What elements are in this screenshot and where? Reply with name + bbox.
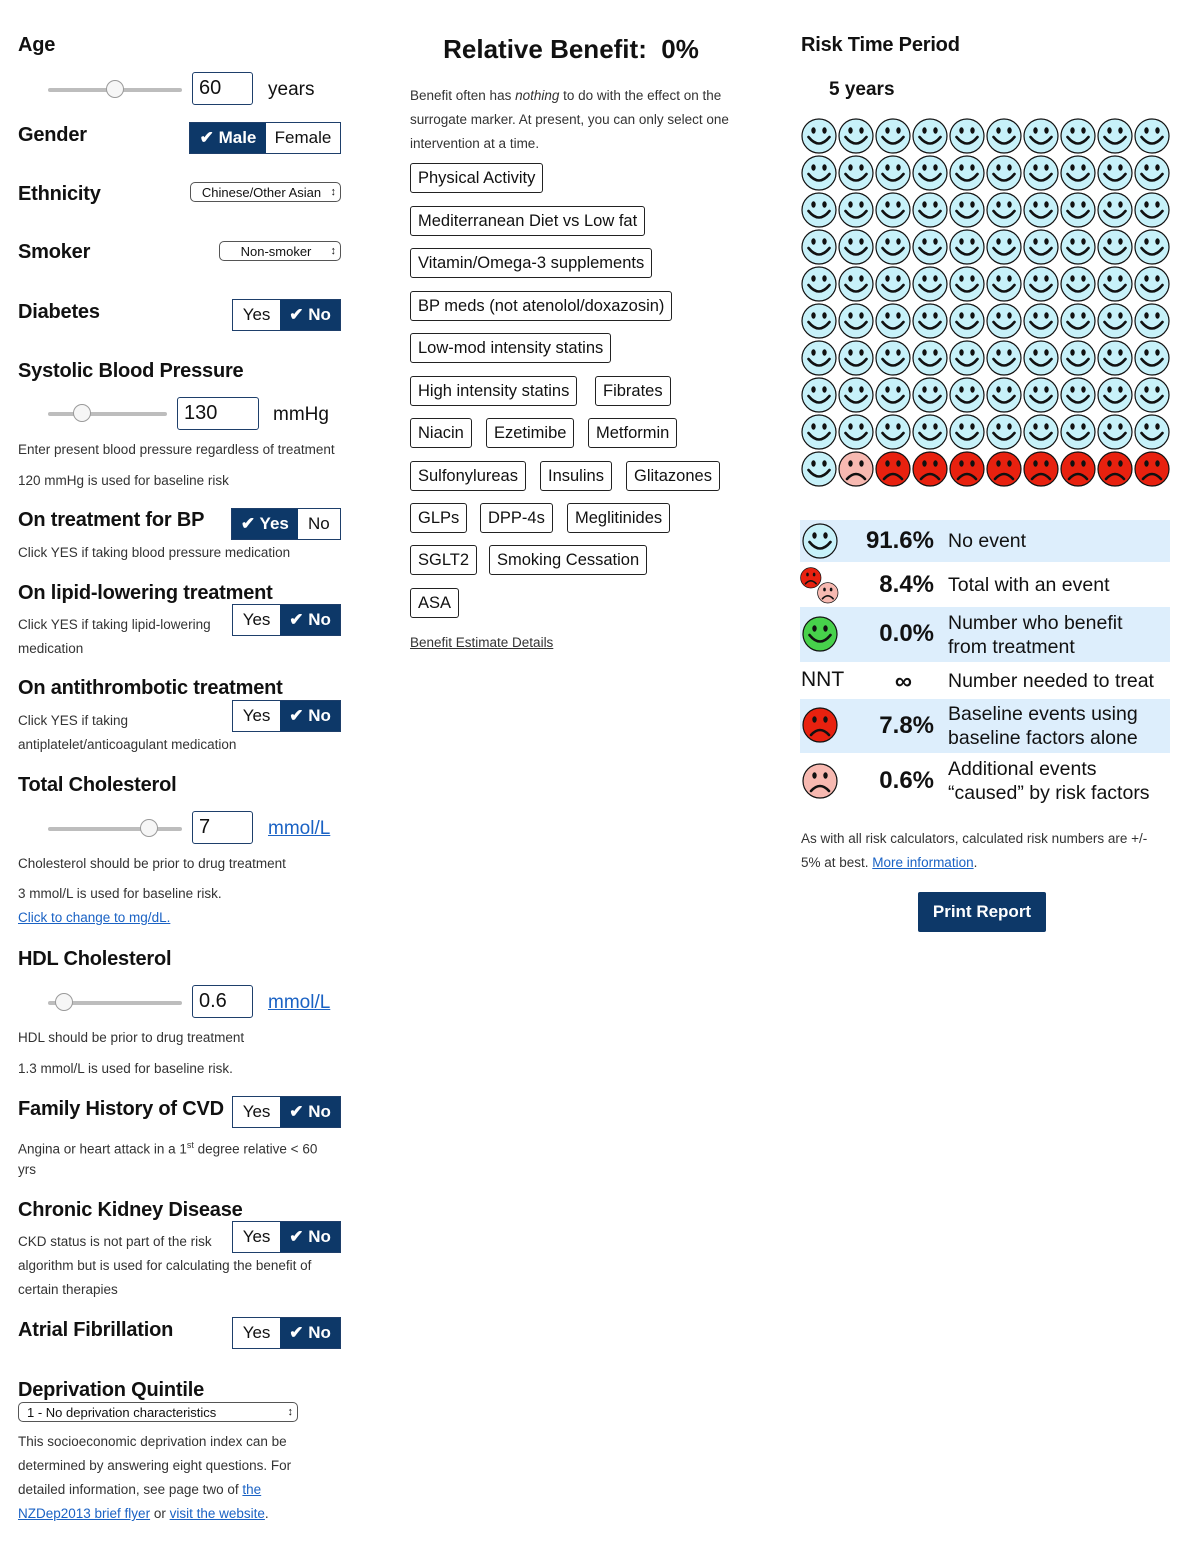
grid-baseline-event-face-icon (949, 451, 985, 487)
gender-toggle[interactable] (189, 122, 341, 154)
grid-happy-face-icon (1060, 155, 1096, 191)
hdl-baseline-note: 1.3 mmol/L is used for baseline risk. (18, 1061, 233, 1076)
af-no-button[interactable]: ✔ No (280, 1318, 340, 1348)
grid-happy-face-icon (875, 192, 911, 228)
risk-period-value: 5 years (829, 79, 895, 100)
grid-happy-face-icon (801, 229, 837, 265)
family-history-toggle[interactable] (232, 1096, 341, 1128)
grid-happy-face-icon (838, 192, 874, 228)
grid-happy-face-icon (1023, 229, 1059, 265)
grid-happy-face-icon (949, 303, 985, 339)
sad-face-pink-icon (802, 763, 838, 799)
total-cholesterol-label: Total Cholesterol (18, 774, 177, 796)
hdl-slider[interactable] (48, 1001, 182, 1005)
relative-benefit-title: Relative Benefit: 0% (443, 34, 699, 64)
smoker-label: Smoker (18, 241, 91, 263)
lipid-note-2: medication (18, 641, 84, 656)
grid-happy-face-icon (1060, 414, 1096, 450)
diabetes-toggle[interactable] (232, 299, 341, 331)
sbp-note: Enter present blood pressure regardless of treatment (18, 442, 335, 457)
age-input[interactable]: 60 (192, 72, 253, 105)
grid-baseline-event-face-icon (1060, 451, 1096, 487)
bp-treatment-no-button[interactable]: No (298, 509, 340, 539)
nnt-value: ∞ (894, 668, 912, 695)
grid-happy-face-icon (1097, 118, 1133, 154)
hdl-note: HDL should be prior to drug treatment (18, 1030, 245, 1045)
grid-happy-face-icon (912, 303, 948, 339)
grid-happy-face-icon (1097, 414, 1133, 450)
family-history-note: Angina or heart attack in a 1st degree relative < 60 (18, 1140, 318, 1157)
disclaimer-2: 5% at best. More information. (801, 855, 978, 870)
grid-happy-face-icon (875, 229, 911, 265)
grid-happy-face-icon (1134, 229, 1170, 265)
grid-happy-face-icon (986, 303, 1022, 339)
total-cholesterol-baseline-note: 3 mmol/L is used for baseline risk. (18, 886, 222, 901)
grid-happy-face-icon (1023, 414, 1059, 450)
grid-happy-face-icon (986, 118, 1022, 154)
grid-happy-face-icon (801, 414, 837, 450)
flyer-link-2[interactable]: NZDep2013 brief flyer (18, 1506, 151, 1521)
family-history-no-button[interactable]: ✔ No (280, 1097, 340, 1127)
grid-happy-face-icon (1134, 155, 1170, 191)
ethnicity-select[interactable]: Chinese/Other Asian ↕ (190, 182, 341, 202)
flyer-link[interactable]: the (242, 1482, 262, 1497)
intervention-mediterranean-diet-button[interactable]: Mediterranean Diet vs Low fat (410, 206, 645, 236)
grid-happy-face-icon (912, 377, 948, 413)
sbp-baseline-note: 120 mmHg is used for baseline risk (18, 473, 229, 488)
grid-happy-face-icon (838, 266, 874, 302)
af-label: Atrial Fibrillation (18, 1319, 174, 1341)
grid-happy-face-icon (949, 229, 985, 265)
grid-happy-face-icon (949, 266, 985, 302)
no-event-value: 91.6% (865, 527, 934, 554)
grid-happy-face-icon (838, 303, 874, 339)
sbp-unit: mmHg (273, 404, 329, 425)
grid-baseline-event-face-icon (1023, 451, 1059, 487)
risk-period-title: Risk Time Period (801, 34, 960, 56)
total-cholesterol-slider[interactable] (48, 827, 182, 831)
grid-happy-face-icon (1060, 229, 1096, 265)
bp-treatment-note: Click YES if taking blood pressure medication (18, 545, 291, 560)
intervention-dpp4s-button[interactable]: DPP-4s (480, 503, 553, 533)
grid-happy-face-icon (801, 377, 837, 413)
grid-happy-face-icon (1023, 118, 1059, 154)
intervention-insulins-button[interactable]: Insulins (540, 461, 612, 491)
grid-additional-event-face-icon (838, 451, 874, 487)
grid-happy-face-icon (875, 414, 911, 450)
intervention-asa-button[interactable]: ASA (410, 588, 459, 618)
grid-happy-face-icon (1097, 266, 1133, 302)
grid-happy-face-icon (986, 229, 1022, 265)
grid-happy-face-icon (1134, 340, 1170, 376)
grid-happy-face-icon (801, 155, 837, 191)
intervention-vitamin-omega3-button[interactable]: Vitamin/Omega-3 supplements (410, 248, 652, 278)
family-history-yes-button[interactable]: Yes (233, 1097, 280, 1127)
age-label: Age (18, 34, 56, 56)
intervention-low-mod-statins-button[interactable]: Low-mod intensity statins (410, 333, 611, 363)
intervention-high-statins-button[interactable]: High intensity statins (410, 376, 577, 406)
antithrombotic-yes-button[interactable]: Yes (233, 701, 280, 731)
family-history-note-2: yrs (18, 1162, 36, 1177)
grid-happy-face-icon (1134, 377, 1170, 413)
grid-happy-face-icon (838, 377, 874, 413)
grid-happy-face-icon (1023, 340, 1059, 376)
sad-face-icon (802, 707, 838, 743)
grid-happy-face-icon (1097, 229, 1133, 265)
grid-happy-face-icon (912, 192, 948, 228)
smoker-select[interactable]: Non-smoker ↕ (219, 241, 341, 261)
grid-happy-face-icon (912, 155, 948, 191)
diabetes-label: Diabetes (18, 301, 100, 323)
grid-happy-face-icon (912, 118, 948, 154)
grid-happy-face-icon (1023, 303, 1059, 339)
print-report-button[interactable]: Print Report (918, 892, 1046, 932)
grid-happy-face-icon (838, 229, 874, 265)
grid-happy-face-icon (912, 340, 948, 376)
grid-happy-face-icon (986, 155, 1022, 191)
grid-happy-face-icon (986, 414, 1022, 450)
grid-happy-face-icon (875, 377, 911, 413)
af-toggle[interactable] (232, 1317, 341, 1349)
ethnicity-label: Ethnicity (18, 183, 101, 205)
diabetes-no-button[interactable]: ✔ No (280, 300, 340, 330)
grid-happy-face-icon (1097, 303, 1133, 339)
intervention-metformin-button[interactable]: Metformin (588, 418, 677, 448)
happy-face-icon (802, 523, 838, 559)
grid-happy-face-icon (801, 451, 837, 487)
grid-happy-face-icon (875, 340, 911, 376)
total-cholesterol-input[interactable]: 7 (192, 811, 253, 844)
family-history-label: Family History of CVD (18, 1098, 224, 1120)
grid-happy-face-icon (1023, 377, 1059, 413)
grid-happy-face-icon (1097, 192, 1133, 228)
grid-happy-face-icon (912, 266, 948, 302)
bp-treatment-yes-button[interactable]: ✔ Yes (232, 509, 298, 539)
grid-happy-face-icon (949, 118, 985, 154)
sbp-slider[interactable] (48, 412, 167, 416)
grid-happy-face-icon (1097, 340, 1133, 376)
sbp-input[interactable]: 130 (177, 397, 259, 430)
ckd-note-2: algorithm but is used for calculating the benefit of (18, 1258, 312, 1273)
hdl-unit-link[interactable]: mmol/L (268, 992, 331, 1013)
baseline-label: Baseline events using baseline factors alone (948, 703, 1138, 749)
grid-happy-face-icon (838, 340, 874, 376)
bp-treatment-toggle[interactable] (231, 508, 341, 540)
ckd-toggle[interactable] (232, 1221, 341, 1253)
grid-happy-face-icon (1134, 303, 1170, 339)
sbp-label: Systolic Blood Pressure (18, 360, 244, 382)
grid-happy-face-icon (949, 340, 985, 376)
grid-baseline-event-face-icon (1097, 451, 1133, 487)
grid-happy-face-icon (1060, 266, 1096, 302)
ckd-yes-button[interactable]: Yes (233, 1222, 280, 1252)
gender-label: Gender (18, 124, 87, 146)
intervention-smoking-cessation-button[interactable]: Smoking Cessation (489, 545, 647, 575)
diabetes-yes-button[interactable]: Yes (233, 300, 280, 330)
age-unit: years (268, 79, 315, 100)
grid-happy-face-icon (986, 192, 1022, 228)
deprivation-note: This socioeconomic deprivation index can be (18, 1434, 287, 1449)
grid-happy-face-icon (1097, 155, 1133, 191)
total-cholesterol-unit-link[interactable]: mmol/L (268, 818, 331, 839)
intervention-glps-button[interactable]: GLPs (410, 503, 467, 533)
baseline-value: 7.8% (879, 712, 934, 739)
bp-treatment-label: On treatment for BP (18, 509, 205, 531)
grid-happy-face-icon (1060, 303, 1096, 339)
lipid-note: Click YES if taking lipid-lowering (18, 617, 211, 632)
double-sad-face-icon (800, 567, 840, 605)
grid-happy-face-icon (1097, 377, 1133, 413)
hdl-input[interactable]: 0.6 (192, 985, 253, 1018)
lipid-no-button[interactable]: ✔ No (280, 605, 340, 635)
intervention-bp-meds-button[interactable]: BP meds (not atenolol/doxazosin) (410, 291, 672, 321)
grid-happy-face-icon (801, 192, 837, 228)
more-info-link[interactable]: More information (872, 855, 974, 870)
grid-happy-face-icon (1060, 377, 1096, 413)
grid-happy-face-icon (949, 414, 985, 450)
additional-value: 0.6% (879, 767, 934, 794)
grid-happy-face-icon (986, 266, 1022, 302)
intervention-glitazones-button[interactable]: Glitazones (626, 461, 720, 491)
benefit-value: 0.0% (879, 620, 934, 647)
benefit-desc-3: intervention at a time. (410, 136, 540, 151)
antithrombotic-toggle[interactable] (232, 700, 341, 732)
total-event-value: 8.4% (879, 571, 934, 598)
total-cholesterol-note: Cholesterol should be prior to drug treatment (18, 856, 286, 871)
nnt-label: Number needed to treat (948, 670, 1154, 692)
grid-happy-face-icon (986, 340, 1022, 376)
intervention-ezetimibe-button[interactable]: Ezetimibe (486, 418, 574, 448)
benefit-desc-2: surrogate marker. At present, you can only select one (410, 112, 729, 127)
disclaimer: As with all risk calculators, calculated risk numbers are +/- (801, 831, 1148, 846)
additional-label: Additional events “caused” by risk factors (948, 758, 1150, 804)
grid-happy-face-icon (949, 155, 985, 191)
grid-happy-face-icon (875, 303, 911, 339)
ckd-no-button[interactable]: ✔ No (280, 1222, 340, 1252)
benefit-label: Number who benefit from treatment (948, 612, 1123, 658)
grid-happy-face-icon (875, 118, 911, 154)
antithrombotic-note-2: antiplatelet/anticoagulant medication (18, 737, 237, 752)
grid-happy-face-icon (801, 303, 837, 339)
antithrombotic-label: On antithrombotic treatment (18, 677, 283, 699)
grid-happy-face-icon (949, 192, 985, 228)
grid-happy-face-icon (801, 266, 837, 302)
antithrombotic-note: Click YES if taking (18, 713, 129, 728)
grid-baseline-event-face-icon (875, 451, 911, 487)
grid-happy-face-icon (986, 377, 1022, 413)
grid-happy-face-icon (875, 266, 911, 302)
nnt-prefix: NNT (801, 668, 845, 691)
grid-happy-face-icon (1134, 192, 1170, 228)
grid-happy-face-icon (838, 414, 874, 450)
af-yes-button[interactable]: Yes (233, 1318, 280, 1348)
grid-baseline-event-face-icon (986, 451, 1022, 487)
hdl-label: HDL Cholesterol (18, 948, 172, 970)
deprivation-label: Deprivation Quintile (18, 1379, 205, 1401)
lipid-toggle[interactable] (232, 604, 341, 636)
grid-happy-face-icon (801, 118, 837, 154)
change-unit-link[interactable]: Click to change to mg/dL. (18, 910, 171, 925)
gender-female-button[interactable]: Female (266, 123, 340, 153)
grid-happy-face-icon (912, 229, 948, 265)
ckd-note-3: certain therapies (18, 1282, 118, 1297)
antithrombotic-no-button[interactable]: ✔ No (280, 701, 340, 731)
deprivation-note-2: determined by answering eight questions. For (18, 1458, 292, 1473)
gender-male-button[interactable]: ✔ Male (190, 123, 266, 153)
total-event-label: Total with an event (948, 574, 1110, 596)
grid-happy-face-icon (1060, 118, 1096, 154)
intervention-sulfonylureas-button[interactable]: Sulfonylureas (410, 461, 526, 491)
intervention-meglitinides-button[interactable]: Meglitinides (567, 503, 670, 533)
deprivation-note-3: detailed information, see page two of the (18, 1482, 262, 1497)
deprivation-select[interactable]: 1 - No deprivation characteristics ↕ (18, 1402, 298, 1422)
lipid-label: On lipid-lowering treatment (18, 582, 273, 604)
grid-happy-face-icon (1134, 414, 1170, 450)
grid-happy-face-icon (1134, 118, 1170, 154)
website-link[interactable]: visit the website (169, 1506, 265, 1521)
grid-happy-face-icon (801, 340, 837, 376)
intervention-niacin-button[interactable]: Niacin (410, 418, 472, 448)
grid-happy-face-icon (1134, 266, 1170, 302)
no-event-label: No event (948, 530, 1027, 552)
grid-happy-face-icon (838, 118, 874, 154)
lipid-yes-button[interactable]: Yes (233, 605, 280, 635)
grid-happy-face-icon (912, 414, 948, 450)
deprivation-note-4: NZDep2013 brief flyer or visit the website. (18, 1506, 269, 1521)
benefit-details-link[interactable]: Benefit Estimate Details (410, 635, 554, 650)
grid-happy-face-icon (838, 155, 874, 191)
benefit-desc: Benefit often has nothing to do with the effect on the (410, 88, 722, 103)
grid-happy-face-icon (1060, 340, 1096, 376)
intervention-sglt2-button[interactable]: SGLT2 (410, 545, 477, 575)
grid-happy-face-icon (1023, 266, 1059, 302)
benefit-face-icon (802, 616, 838, 652)
grid-happy-face-icon (1060, 192, 1096, 228)
grid-happy-face-icon (1023, 192, 1059, 228)
grid-happy-face-icon (875, 155, 911, 191)
grid-baseline-event-face-icon (912, 451, 948, 487)
ckd-label: Chronic Kidney Disease (18, 1199, 243, 1221)
grid-baseline-event-face-icon (1134, 451, 1170, 487)
grid-happy-face-icon (949, 377, 985, 413)
age-slider[interactable] (48, 88, 182, 92)
intervention-physical-activity-button[interactable]: Physical Activity (410, 163, 543, 193)
ckd-note: CKD status is not part of the risk (18, 1234, 212, 1249)
intervention-fibrates-button[interactable]: Fibrates (595, 376, 671, 406)
grid-happy-face-icon (1023, 155, 1059, 191)
